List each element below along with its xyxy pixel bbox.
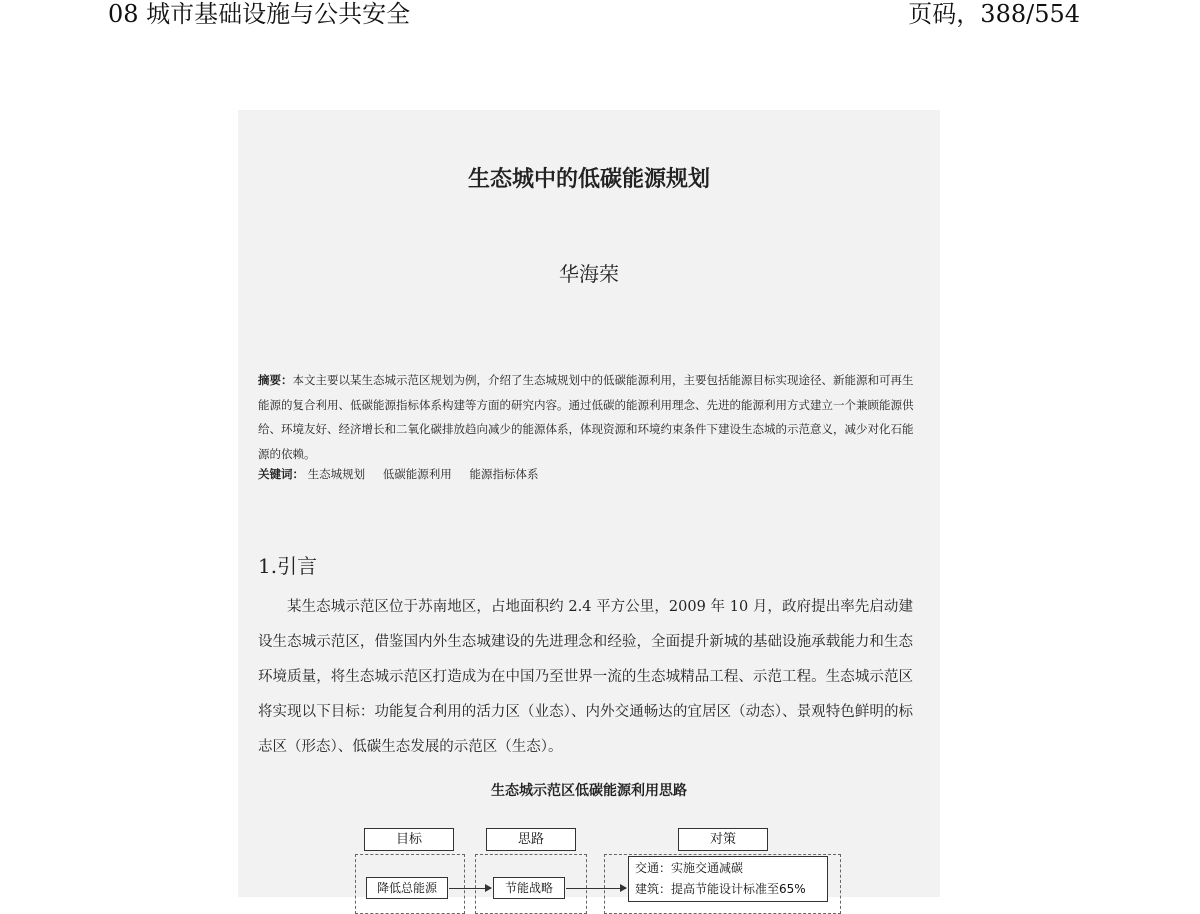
page-number: 页码，388/554 xyxy=(908,0,1080,28)
measure-item: 交通：实施交通减碳 xyxy=(635,861,744,875)
header-section-title: 08 城市基础设施与公共安全 xyxy=(108,0,411,28)
measures-column-header: 对策 xyxy=(678,828,768,851)
goal-box: 降低总能源 xyxy=(366,877,448,899)
keywords-label: 关键词： xyxy=(258,467,304,481)
document-page xyxy=(238,110,940,897)
keyword: 能源指标体系 xyxy=(469,467,539,481)
keyword: 生态城规划 xyxy=(307,467,366,481)
section-title: 引言 xyxy=(277,554,318,578)
approach-column-header: 思路 xyxy=(486,828,576,851)
measures-box xyxy=(628,856,828,902)
section-paragraph: 某生态城示范区位于苏南地区，占地面积约 2.4 平方公里，2009 年 10 月，政府提出率先启动建设生态城示范区，借鉴国内外生态城建设的先进理念和经验，全面提升新城的基础设施承载能力和生态环境质量，将生态城示范区打造成为在中国乃至世界一流的生态城精品工程、示范工程。生态城示范区将实现以下目标：功能复合利用的活力区（业态）、内外交通畅达的宜居区（动态）、景观特色鲜明的标志区（形态）、低碳生态发展的示范区（生态）。 xyxy=(258,599,913,755)
abstract-label: 摘要： xyxy=(258,373,293,387)
measure-item: 建筑：提高节能设计标准至65% xyxy=(635,882,806,896)
goal-arrow xyxy=(449,888,491,889)
abstract-text: 本文主要以某生态城示范区规划为例，介绍了生态城规划中的低碳能源利用，主要包括能源目标实现途径、新能源和可再生能源的复合利用、低碳能源指标体系构建等方面的研究内容。通过低碳的能源利用理念、先进的能源利用方式建立一个兼顾能源供给、环境友好、经济增长和二氧化碳排放趋向减少的能源体系，体现资源和环境约束条件下建设生态城的示范意义，减少对化石能源的依赖。 xyxy=(258,373,914,461)
section-heading xyxy=(258,550,317,579)
section-number: 1. xyxy=(258,554,278,578)
approach-arrow xyxy=(566,888,626,889)
abstract xyxy=(258,368,918,466)
figure-title: 生态城示范区低碳能源利用思路 xyxy=(491,783,687,799)
paper-author: 华海荣 xyxy=(559,262,619,286)
keywords xyxy=(258,466,552,482)
approach-box: 节能战略 xyxy=(493,877,565,899)
keyword: 低碳能源利用 xyxy=(382,467,452,481)
paper-title: 生态城中的低碳能源规划 xyxy=(467,167,710,192)
goal-column-header: 目标 xyxy=(364,828,454,851)
